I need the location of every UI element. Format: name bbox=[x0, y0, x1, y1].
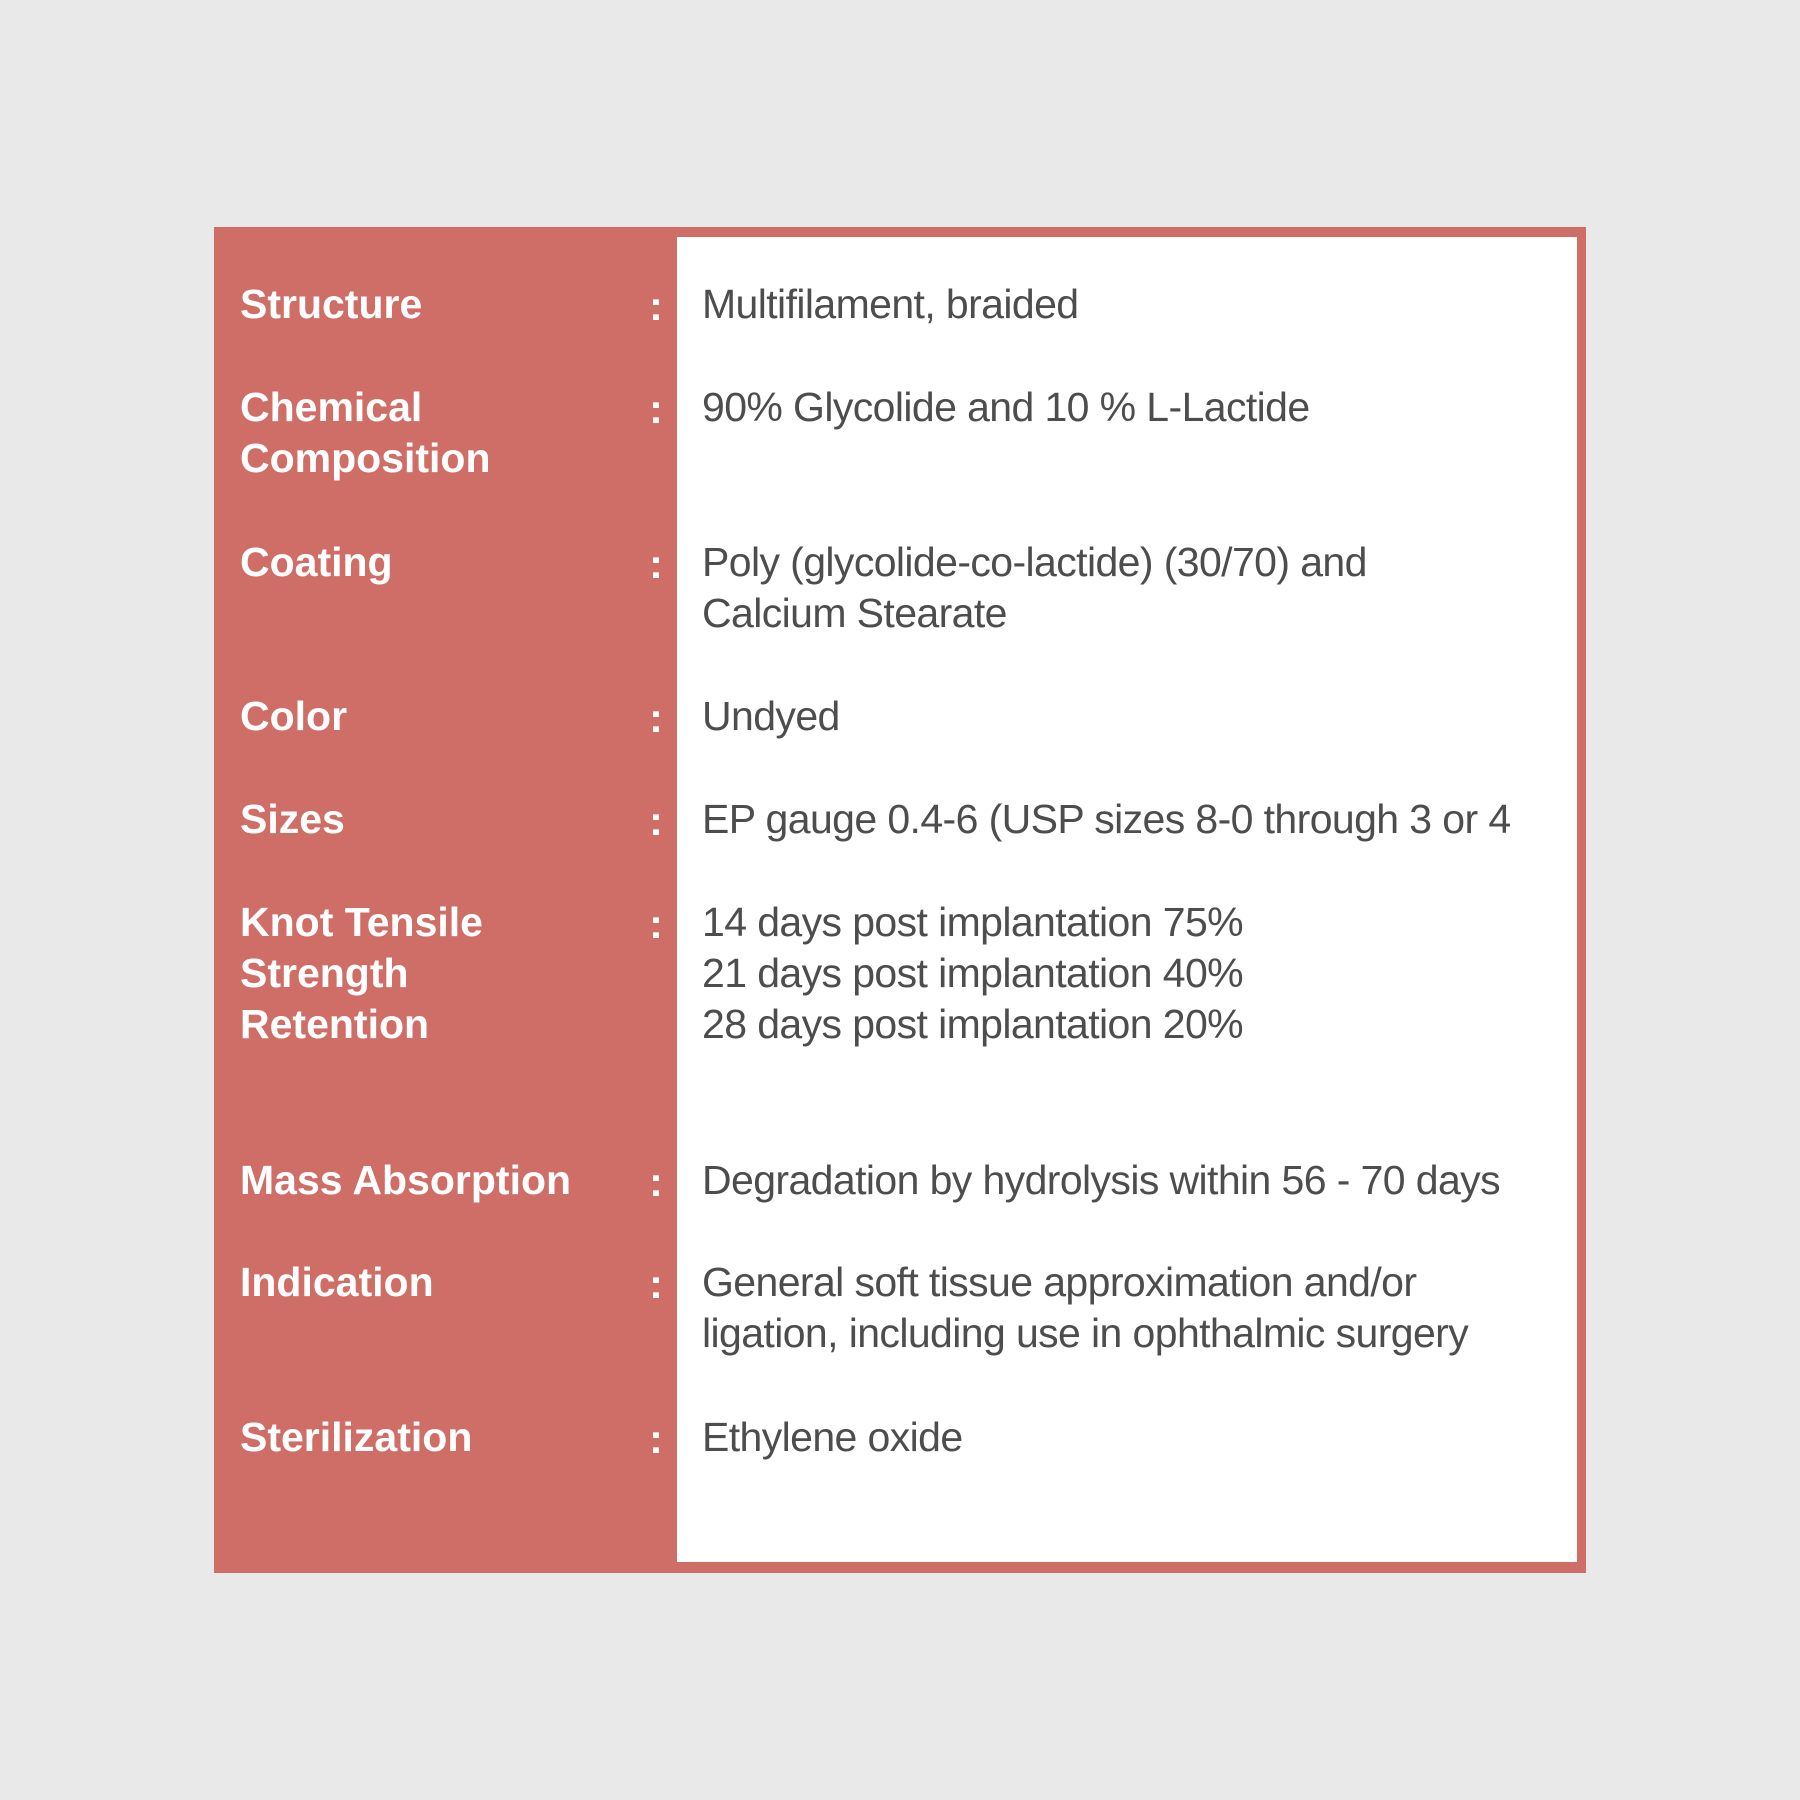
spec-label: Sterilization bbox=[240, 1414, 473, 1460]
spec-value: Ethylene oxide bbox=[702, 1414, 963, 1460]
separator: : bbox=[649, 283, 663, 329]
separator: : bbox=[649, 901, 663, 947]
spec-label: Chemical Composition bbox=[240, 384, 491, 481]
spec-label: Indication bbox=[240, 1259, 434, 1305]
separator: : bbox=[649, 386, 663, 432]
spec-value: Undyed bbox=[702, 693, 840, 739]
spec-label: Color bbox=[240, 693, 348, 739]
spec-label: Mass Absorption bbox=[240, 1157, 572, 1203]
separator: : bbox=[649, 695, 663, 741]
separator: : bbox=[649, 541, 663, 587]
separator: : bbox=[649, 798, 663, 844]
spec-value: 14 days post implantation 75% 21 days post implantation 40% 28 days post implantation 20% bbox=[702, 899, 1244, 1047]
spec-label: Knot Tensile Strength Retention bbox=[240, 899, 483, 1047]
spec-value: Multifilament, braided bbox=[702, 281, 1079, 327]
spec-value: General soft tissue approximation and/or ligation, including use in ophthalmic surgery bbox=[702, 1259, 1469, 1356]
spec-label: Sizes bbox=[240, 796, 345, 842]
spec-value: 90% Glycolide and 10 % L-Lactide bbox=[702, 384, 1310, 430]
spec-value: Degradation by hydrolysis within 56 - 70 days bbox=[702, 1157, 1500, 1203]
spec-label: Structure bbox=[240, 281, 423, 327]
spec-card bbox=[214, 227, 1586, 1573]
spec-value: EP gauge 0.4-6 (USP sizes 8-0 through 3 or 4 bbox=[702, 796, 1511, 842]
separator: : bbox=[649, 1261, 663, 1307]
separator: : bbox=[649, 1416, 663, 1462]
spec-value: Poly (glycolide-co-lactide) (30/70) and Calcium Stearate bbox=[702, 539, 1367, 636]
spec-label: Coating bbox=[240, 539, 393, 585]
separator: : bbox=[649, 1159, 663, 1205]
